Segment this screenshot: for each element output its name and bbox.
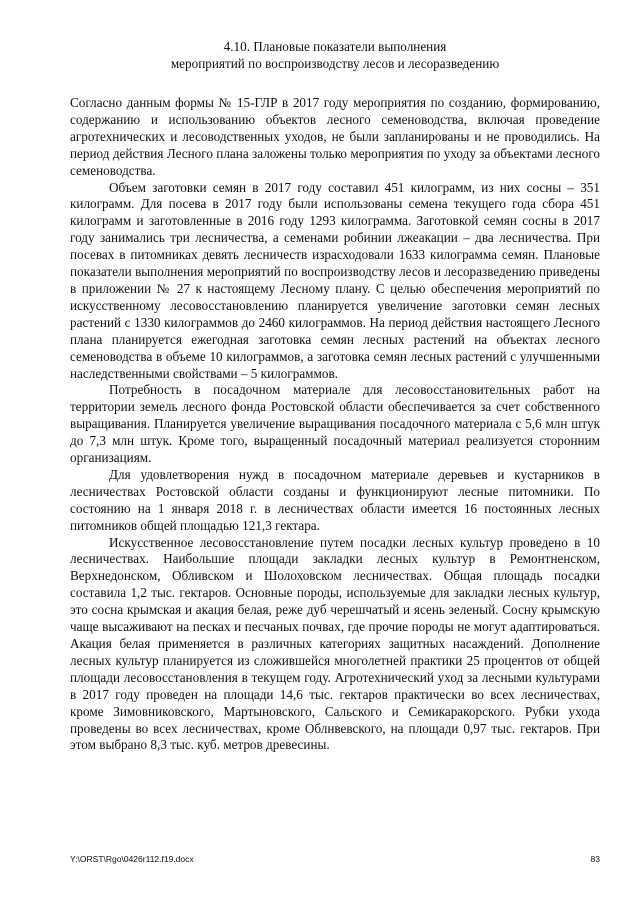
section-heading-line-1: 4.10. Плановые показатели выполнения [223, 39, 447, 54]
paragraph-planting-stock-demand: Потребность в посадочном материале для лесовосстановительных работ на территории земель лесного фонда Ростовской области обеспечивается за счет собственного выращивания. Планируется увеличение выращивания посадочного материала с 5,6 млн штук до 7,3 млн штук. Кроме того, выращенный посадочный материал реализуется сторонним организациям. [70, 382, 600, 466]
paragraph-artificial-reforestation: Искусственное лесовосстановление путем посадки лесных культур проведено в 10 лесничествах. Наибольшие площади закладки лесных культур в Ремонтненском, Верхнедонском, Обливском и Шолоховском лесничествах. Общая площадь посадки составила 1,2 тыс. гектаров. Основные породы, используемые для закладки лесных культур, это сосна крымская и акация белая, реже дуб черешчатый и ясень зеленый. Сосну крымскую чаще высаживают на песках и песчаных почвах, где прочие породы не могут адаптироваться. Акация белая применяется в различных категориях защитных насаждений. Дополнение лесных культур планируется из сложившейся многолетней практики 25 процентов от общей площади лесовосстановления в текущем году. Агротехнический уход за лесными культурами в 2017 году проведен на площади 14,6 тыс. гектаров практически во всех лесничествах, кроме Зимовниковского, Мартыновского, Сальского и Семикаракорского. Рубки ухода проведены во всех лесничествах, кроме Облнвевского, на площади 0,97 тыс. гектаров. При этом выбрано 8,3 тыс. куб. метров древесины. [70, 534, 600, 753]
section-heading-line-2: мероприятий по воспроизводству лесов и лесоразведению [170, 56, 500, 71]
section-heading [70, 38, 600, 72]
footer-file-path: Y:\ORST\Rgo\0426r112.f19.docx [70, 854, 194, 864]
paragraph-seed-production-facilities: Согласно данным формы № 15-ГЛР в 2017 году мероприятия по созданию, формированию, содержанию и использованию объектов лесного семеноводства, включая проведение агротехнических и лесоводственных уходов, не были запланированы и не проводились. На период действия Лесного плана заложены только мероприятия по уходу за объектами лесного семеноводства. [70, 95, 600, 178]
body-text [70, 95, 600, 754]
paragraph-seed-harvest: Объем заготовки семян в 2017 году составил 451 килограмм, из них сосны – 351 килограмм. Для посева в 2017 году были использованы семена текущего года сбора 451 килограмм и заготовленные в 2016 году 1293 килограмма. Заготовкой семян сосны в 2017 году занимались три лесничества, а семенами робинии лжеакации – два лесничества. При посевах в питомниках девять лесничеств израсходовали 1633 килограмма семян. Плановые показатели выполнения мероприятий по воспроизводству лесов и лесоразведению приведены в приложении № 27 к настоящему Лесному плану. С целью обеспечения мероприятий по искусственному лесовосстановлению планируется увеличение заготовки семян лесных растений с 1330 килограммов до 2460 килограммов. На период действия настоящего Лесного плана планируется ежегодная заготовка семян лесных растений на объектах лесного семеноводства в объеме 10 килограммов, а заготовка семян лесных растений с улучшенными наследственными свойствами – 5 килограммов. [70, 179, 600, 381]
page-number: 83 [590, 854, 600, 864]
paragraph-forest-nurseries: Для удовлетворения нужд в посадочном материале деревьев и кустарников в лесничествах Ростовской области созданы и функционируют лесные питомники. По состоянию на 1 января 2018 г. в лесничествах области имеется 16 постоянных лесных питомников общей площадью 121,3 гектара. [70, 466, 600, 533]
